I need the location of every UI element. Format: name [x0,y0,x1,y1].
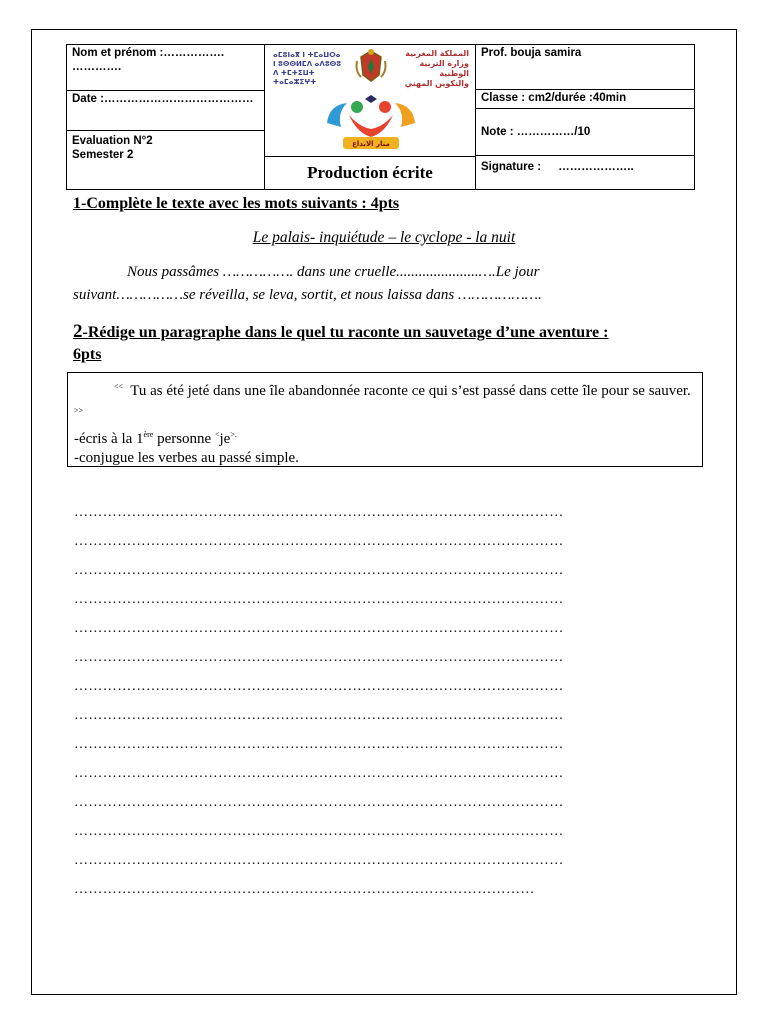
signature-label: Signature : [481,161,542,173]
signature-dots: ……………….. [558,161,634,173]
ministry-tifinagh-text [273,51,353,87]
name-field[interactable] [66,44,265,91]
logo-cell [264,44,476,157]
point-1-quote-open: < [214,430,220,439]
fill-in-text[interactable] [73,261,693,307]
writing-line[interactable]: …………………………………………………………………………………… [74,882,535,897]
logo-banner-text: منار الابداع [352,140,390,148]
quote-open: << [114,382,124,391]
tifinagh-line: ⴰⵎⵓⵏⴰⴳ ⵏ ⵜⵎⴰⵡⵔⴰ [273,51,341,59]
writing-line[interactable]: ………………………………………………………………………………………… [74,534,564,549]
grade-field[interactable]: Note : ……………/10 [475,108,695,156]
writing-line[interactable]: ………………………………………………………………………………………… [74,737,564,752]
writing-line[interactable]: ………………………………………………………………………………………… [74,795,564,810]
question-2-points: 6pts [73,346,102,363]
instruction-prompt [74,377,696,425]
school-logo-icon [319,93,423,155]
point-1-text: -écris à la 1 [74,431,144,447]
writing-line[interactable]: ………………………………………………………………………………………… [74,563,564,578]
question-2-title [73,321,698,366]
date-label: Date :………………………………… [72,93,254,105]
point-1-sup: ère [143,430,154,439]
writing-line[interactable]: ………………………………………………………………………………………… [74,766,564,781]
class-duration: Classe : cm2/durée :40min [475,89,695,109]
question-2-text: -Rédige un paragraphe dans le quel tu raconte un sauvetage d’une aventure : [82,324,609,341]
arabic-line: المملكة المغربية [405,49,469,58]
coat-of-arms-icon [351,47,391,87]
semester: Semester 2 [72,149,134,161]
page-title: Production écrite [264,156,476,190]
writing-line[interactable]: ………………………………………………………………………………………… [74,650,564,665]
quote-close: >> [74,406,84,415]
signature-field[interactable] [475,155,695,190]
instruction-box [67,372,703,467]
instruction-point-1 [74,425,696,449]
writing-line[interactable]: ………………………………………………………………………………………… [74,824,564,839]
writing-area[interactable] [74,503,694,909]
arabic-line: والتكوين المهني [404,79,469,88]
fill-in-line-2: suivant……………se réveilla, se leva, sortit, et nous laissa dans ………………. [73,287,542,303]
question-2-number: 2 [73,321,83,342]
point-1-quote-close: >. [230,430,237,439]
word-list: Le palais- inquiétude – le cyclope - la nuit [252,229,516,246]
evaluation-number: Evaluation N°2 [72,135,153,147]
tifinagh-line: ⴷ ⵜⵎⵜⵉⵡⵜ ⵜⴰⵎⴰⵣⵉⵖⵜ [273,69,317,86]
name-dots: …………. [72,61,122,73]
instruction-text: Tu as été jeté dans une île abandonnée raconte ce qui s’est passé dans cette île pour se sauver. [130,383,691,399]
question-1-title: 1-Complète le texte avec les mots suivants : 4pts [73,195,400,212]
writing-line[interactable]: ………………………………………………………………………………………… [74,505,564,520]
writing-line[interactable]: ………………………………………………………………………………………… [74,621,564,636]
fill-in-line-1: Nous passâmes ……………. dans une cruelle......................….Le jour [127,264,540,280]
header-table [66,44,695,190]
ministry-arabic-text [393,49,469,89]
teacher-name: Prof. bouja samira [475,44,695,90]
writing-line[interactable]: ………………………………………………………………………………………… [74,853,564,868]
point-1-je: je [219,431,231,447]
name-label: Nom et prénom :……………. [72,47,225,59]
point-1-person: personne [153,431,215,447]
evaluation-cell [66,130,265,190]
date-field[interactable] [66,90,265,131]
writing-line[interactable]: ………………………………………………………………………………………… [74,592,564,607]
arabic-line: وزارة التربية الوطنية [419,59,469,78]
tifinagh-line: ⵏ ⵓⵙⵙⵍⵎⴷ ⴰⴷⵓⵙⵓ [273,60,342,68]
writing-line[interactable]: ………………………………………………………………………………………… [74,708,564,723]
writing-line[interactable]: ………………………………………………………………………………………… [74,679,564,694]
instruction-point-2: -conjugue les verbes au passé simple. [74,450,299,466]
